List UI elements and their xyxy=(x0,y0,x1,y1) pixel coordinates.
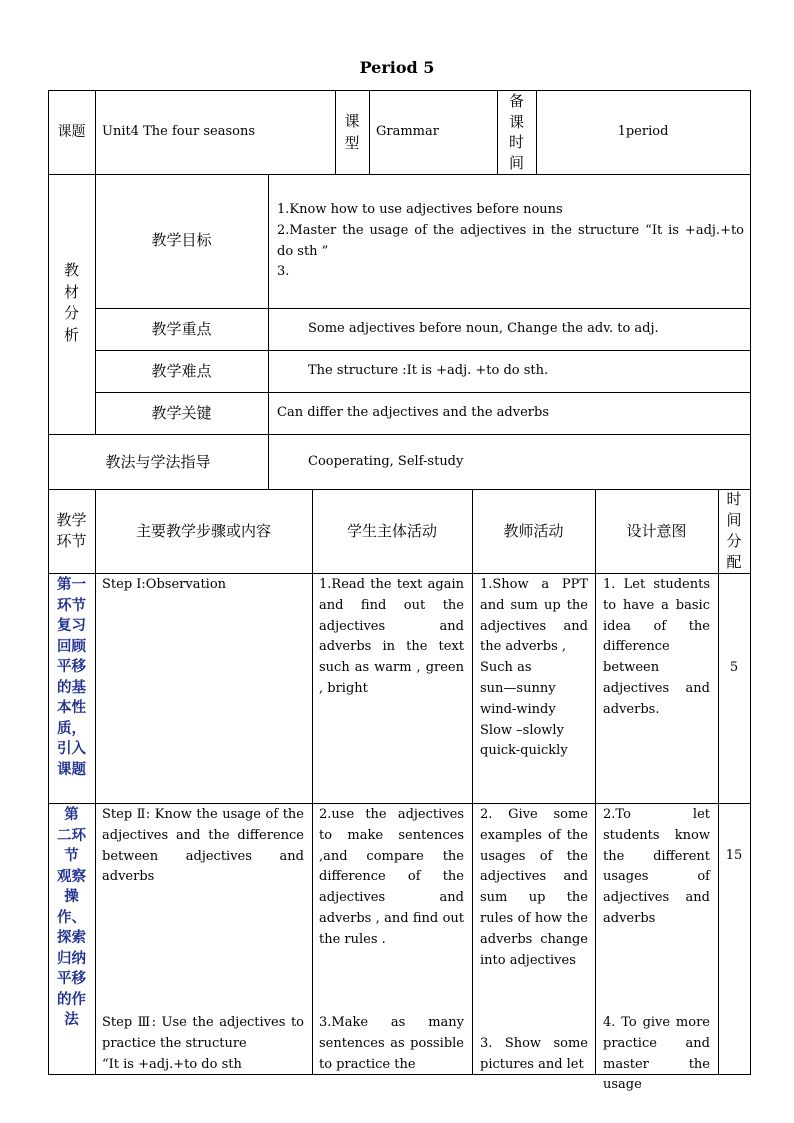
col-header-content: 主要教学步骤或内容 xyxy=(135,522,271,540)
step-1-intent: 1. Let students to have a basic idea of the difference between adjectives and adverbs. xyxy=(603,577,710,717)
step-2-student: 2.use the adjectives to make sentences ,and compare the difference of the adjectives and adverbs , and find out the rules . xyxy=(319,807,464,947)
step-3-intent: 4. To give more practice and master the usage xyxy=(603,1015,710,1093)
col-header-intent: 设计意图 xyxy=(626,522,687,540)
beike-label: 备 课 时 间 xyxy=(508,92,524,172)
step-1-student: 1.Read the text again and find out the adjectives and adverbs in the text such as warm , green , bright xyxy=(319,577,464,696)
step-1-time: 5 xyxy=(729,660,739,675)
step-3-student: 3.Make as many sentences as possible to practice the xyxy=(319,1015,464,1072)
keti-value: Unit4 The four seasons xyxy=(102,124,255,139)
difficulty-value: The structure :It is +adj. +to do sth. xyxy=(308,363,549,378)
kexing-value: Grammar xyxy=(376,124,439,139)
col-header-teacher: 教师活动 xyxy=(503,522,564,540)
step-1-content: Step Ⅰ:Observation xyxy=(102,577,227,592)
kexing-label: 课 型 xyxy=(344,112,360,152)
difficulty-label: 教学难点 xyxy=(151,362,212,380)
stage-2-label: 第 二环 节 观察 操作、 探索 归纳 平移 的作 法 xyxy=(57,807,86,1028)
objective-label: 教学目标 xyxy=(151,231,212,249)
key-label: 教学关键 xyxy=(151,404,212,422)
keypoint-value: Some adjectives before noun, Change the adv. to adj. xyxy=(308,321,659,336)
analysis-section-label: 教 材 分 析 xyxy=(63,261,79,344)
step-3-content: Step Ⅲ: Use the adjectives to practice the structure “It is +adj.+to do sth xyxy=(102,1015,304,1072)
step-1-teacher: 1.Show a PPT and sum up the adjectives and the adverbs , Such as sun—sunny wind-windy Slow –slowly quick-quickly xyxy=(480,577,588,759)
key-value: Can differ the adjectives and the adverbs xyxy=(277,405,549,420)
col-header-student: 学生主体活动 xyxy=(346,522,437,540)
keti-label: 课题 xyxy=(57,124,86,140)
step-2-content: Step Ⅱ: Know the usage of the adjectives and the difference between adjectives and adverbs xyxy=(102,807,304,885)
col-header-time: 时 间 分 配 xyxy=(726,490,742,571)
keypoint-label: 教学重点 xyxy=(151,320,212,338)
objective-value: 1.Know how to use adjectives before nouns 2.Master the usage of the adjectives in the structure “It is +adj.+to do sth ” 3. xyxy=(277,202,744,280)
step-3-teacher: 3. Show some pictures and let xyxy=(480,1036,588,1072)
beike-value: 1period xyxy=(617,124,669,139)
method-label: 教法与学法指导 xyxy=(105,453,211,471)
method-value: Cooperating, Self-study xyxy=(308,454,464,469)
page-title: Period 5 xyxy=(359,58,435,77)
col-header-stage: 教学 环节 xyxy=(56,511,87,550)
step-2-time: 15 xyxy=(725,848,743,863)
stage-1-label: 第一 环节 复习 回顾 平移 的基 本性 质， 引入 课题 xyxy=(57,577,86,778)
step-2-teacher: 2. Give some examples of the usages of the adjectives and sum up the rules of how the adverbs change into adjectives xyxy=(480,807,588,968)
step-2-intent: 2.To let students know the different usages of adjectives and adverbs xyxy=(603,807,710,926)
